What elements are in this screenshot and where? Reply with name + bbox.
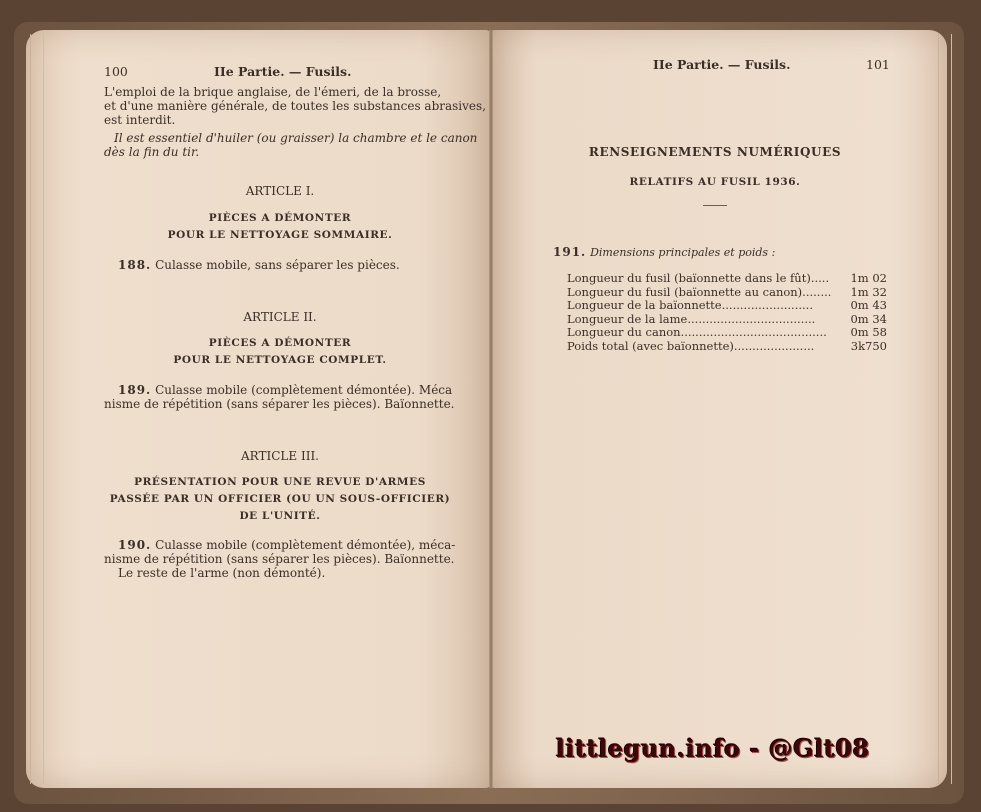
dimension-label: Longueur du canon........................................	[567, 325, 827, 339]
right-page-title: RENSEIGNEMENTS NUMÉRIQUES	[588, 145, 842, 159]
right-running-head: IIe Partie. — Fusils.	[653, 57, 791, 72]
para-190-line-2: nisme de répétition (sans séparer les pièces). Baïonnette.	[104, 552, 455, 566]
dimension-value: 1m 32	[850, 284, 887, 299]
dimension-label: Longueur du fusil (baïonnette au canon)........	[567, 284, 832, 299]
dimension-value: 0m 34	[850, 311, 887, 326]
watermark: littlegun.info - @Glt08	[556, 734, 870, 763]
article-3-title: ARTICLE III.	[241, 449, 319, 463]
article-1-title: ARTICLE I.	[245, 184, 315, 198]
article-3-heading-2: PASSÉE PAR UN OFFICIER (OU UN SOUS-OFFICIER)	[109, 493, 451, 505]
para-190-line-3: Le reste de l'arme (non démonté).	[118, 566, 326, 580]
italic-line-1: Il est essentiel d'huiler (ou graisser) la chambre et le canon	[114, 131, 478, 145]
para-189-number: 189.	[118, 383, 152, 397]
dimension-value: 1m 02	[850, 271, 887, 285]
dimension-row	[567, 313, 887, 327]
dimension-label: Poids total (avec baïonnette)......................	[567, 338, 815, 353]
article-1-heading-2: POUR LE NETTOYAGE SOMMAIRE.	[167, 229, 393, 241]
left-page-number: 100	[104, 64, 128, 79]
para-188-number: 188.	[118, 258, 152, 272]
article-2-heading-1: PIÈCES A DÉMONTER	[208, 337, 352, 349]
intro-line-3: est interdit.	[104, 113, 176, 127]
para-190-line-1: Culasse mobile (complètement démontée), méca-	[155, 538, 456, 552]
intro-line-2: et d'une manière générale, de toutes les substances abrasives,	[104, 99, 487, 113]
para-188-line-1: Culasse mobile, sans séparer les pièces.	[155, 258, 400, 272]
article-1-heading-1: PIÈCES A DÉMONTER	[208, 212, 352, 224]
page-edges-right	[938, 34, 952, 784]
intro-line-1: L'emploi de la brique anglaise, de l'émeri, de la brosse,	[104, 85, 442, 99]
article-3-heading-1: PRÉSENTATION POUR UNE REVUE D'ARMES	[134, 476, 426, 488]
article-2-heading-2: POUR LE NETTOYAGE COMPLET.	[173, 354, 387, 366]
right-page-number: 101	[866, 57, 890, 72]
dimension-value: 3k750	[850, 338, 887, 353]
dimension-row	[567, 340, 887, 354]
para-191-number: 191.	[553, 245, 587, 259]
dimension-row	[567, 286, 887, 300]
article-3-heading-3: DE L'UNITÉ.	[239, 510, 321, 522]
dimension-label: Longueur du fusil (baïonnette dans le fût).....	[567, 271, 830, 285]
italic-line-2: dès la fin du tir.	[104, 145, 200, 159]
dimension-value: 0m 43	[850, 298, 887, 312]
dimension-row	[567, 326, 887, 340]
para-190-number: 190.	[118, 538, 152, 552]
right-page	[491, 30, 947, 788]
page-edges-left	[30, 34, 44, 784]
article-2-title: ARTICLE II.	[243, 310, 317, 324]
dimension-row	[567, 299, 887, 313]
para-189-line-1: Culasse mobile (complètement démontée). Méca	[155, 383, 453, 397]
para-189-line-2: nisme de répétition (sans séparer les pièces). Baïonnette.	[104, 397, 455, 411]
title-separator	[703, 205, 727, 206]
dimension-value: 0m 58	[850, 325, 887, 339]
dimension-label: Longueur de la lame...................................	[567, 311, 816, 326]
dimensions-table	[567, 272, 887, 353]
left-running-head: IIe Partie. — Fusils.	[214, 64, 352, 79]
right-page-subtitle: RELATIFS AU FUSIL 1936.	[629, 176, 801, 188]
dimension-row	[567, 272, 887, 286]
dimension-label: Longueur de la baïonnette.........................	[567, 298, 813, 312]
book-gutter	[489, 30, 493, 788]
para-191-caption: Dimensions principales et poids :	[590, 246, 776, 259]
